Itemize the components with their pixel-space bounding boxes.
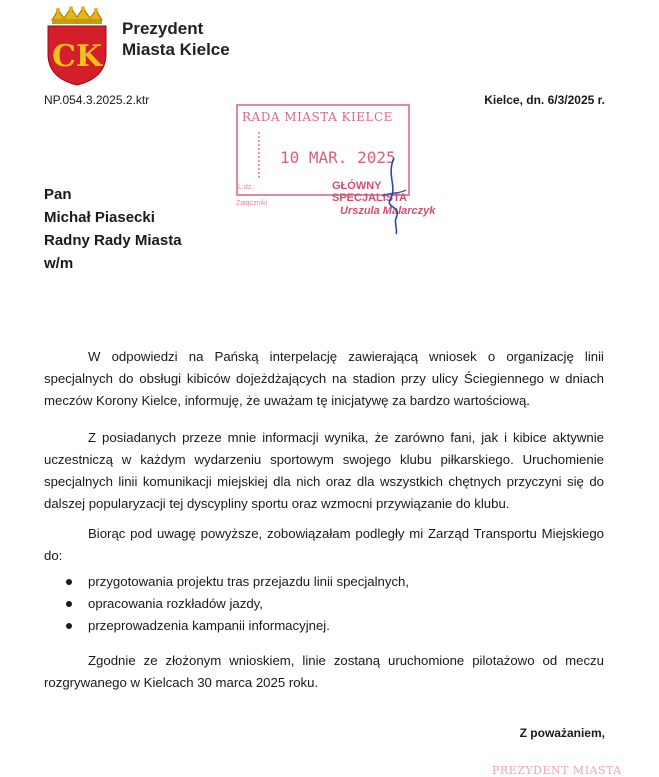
closing-salutation: Z poważaniem, [519,726,605,740]
recipient-name: Michał Piasecki [44,209,155,226]
stamp-attachments: Załączniki [236,200,268,207]
registration-stamp [232,104,458,226]
bullet-icon [66,579,72,585]
paragraph-2: Z posiadanych przeze mnie informacji wynika, że zarówno fani, jak i kibice aktywnie uczestniczą w każdym wydarzeniu sportowym swojego klubu piłkarskiego. Uruchomienie specjalnych linii komunikacji miejskiej dla nich oraz dla wszystkich chętnych przyczyni się do dalszej popularyzacji tej dyscypliny sportu oraz wzmocni przywiązanie do klubu. [44,430,604,511]
paragraph-1: W odpowiedzi na Pańską interpelację zawierającą wniosek o organizację linii specjalnych do obsługi kibiców dojeżdżających na stadion przy ulicy Ściegiennego w dniach meczów Korony Kielce, informuję, że uważam tę inicjatywę za bardzo wartościową. [44,349,604,408]
stamp-header: RADA MIASTA KIELCE [242,110,393,124]
list-item-text: przygotowania projektu tras przejazdu linii specjalnych, [88,574,410,589]
header-title-line2: Miasta Kielce [122,40,230,59]
header-title [122,18,230,60]
place-and-date: Kielce, dn. 6/3/2025 r. [484,93,605,107]
recipient-block [44,183,182,275]
signature-stamp-partial: PREZYDENT MIASTA [492,764,622,777]
list-item-text: opracowania rozkładów jazdy, [88,596,263,611]
city-crest-icon [44,6,110,86]
recipient-location: w/m [44,255,74,272]
reference-number: NP.054.3.2025.2.ktr [44,93,150,107]
stamp-date: 10 MAR. 2025 [280,148,396,167]
bullet-icon [66,623,72,629]
paragraph-4: Zgodnie ze złożonym wnioskiem, linie zostaną uruchomione pilotażowo od meczu rozgrywanego w Kielcach 30 marca 2025 roku. [44,653,604,690]
header-title-line1: Prezydent [122,19,204,38]
stamp-role: GŁÓWNY SPECJALISTA [332,180,407,204]
bullet-icon [66,601,72,607]
recipient-salutation: Pan [44,186,72,203]
list-item [66,615,409,637]
action-list [66,571,409,637]
svg-text:CK: CK [52,39,102,74]
list-item-text: przeprowadzenia kampanii informacyjnej. [88,618,330,633]
recipient-title: Radny Rady Miasta [44,232,182,249]
list-item [66,593,409,615]
stamp-name: Urszula Malarczyk [340,205,436,217]
paragraph-3: Biorąc pod uwagę powyższe, zobowiązałam podległy mi Zarząd Transportu Miejskiego do: [44,526,604,563]
stamp-ldz: L.dz. [238,184,254,191]
list-item [66,571,409,593]
signature-icon [372,156,412,236]
